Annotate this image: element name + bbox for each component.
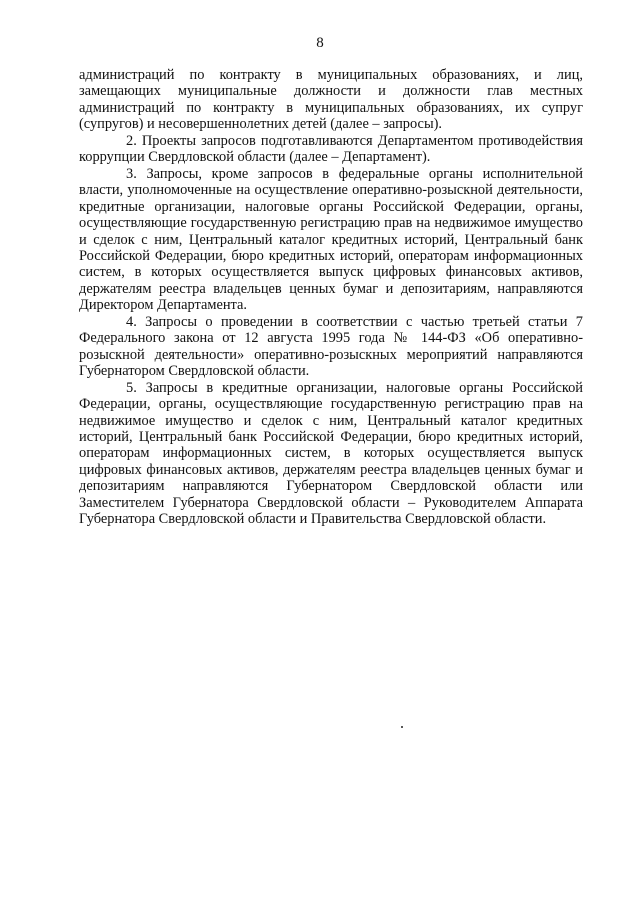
paragraph-2: 2. Проекты запросов подготавливаются Департаментом противодействия коррупции Свердловской области (далее – Департамент).	[79, 132, 583, 166]
paragraph-continuation: администраций по контракту в муниципальных образованиях, и лиц, замещающих муниципальные должности и должности глав местных администраций по контракту в муниципальных образованиях, их супруг (супругов) и несовершеннолетних детей (далее – запросы).	[79, 67, 583, 133]
paragraph-3: 3. Запросы, кроме запросов в федеральные органы исполнительной власти, уполномоченные на осуществление оперативно-розыскной деятельности, кредитные организации, налоговые органы Российской Федерации, органы, осуществляющие государственную регистрацию прав на недвижимое имущество и сделок с ним, Центральный каталог кредитных историй, Центральный банк Российской Федерации, бюро кредитных историй, операторам информационных систем, в которых осуществляется выпуск цифровых финансовых активов, держателям реестра владельцев ценных бумаг и депозитариям, направляются Директором Департамента.	[79, 165, 583, 314]
document-body	[79, 67, 583, 528]
scan-dot-mark	[401, 726, 403, 728]
paragraph-5: 5. Запросы в кредитные организации, налоговые органы Российской Федерации, органы, осуществляющие государственную регистрацию прав на недвижимое имущество и сделок с ним, Центральный каталог кредитных историй, Центральный банк Российской Федерации, бюро кредитных историй, операторам информационных систем, в которых осуществляется выпуск цифровых финансовых активов, держателям реестра владельцев ценных бумаг и депозитариям направляются Губернатором Свердловской области или Заместителем Губернатора Свердловской области – Руководителем Аппарата Губернатора Свердловской области и Правительства Свердловской области.	[79, 379, 583, 528]
paragraph-4: 4. Запросы о проведении в соответствии с частью третьей статьи 7 Федерального закона от 12 августа 1995 года № 144-ФЗ «Об оперативно-розыскной деятельности» оперативно-розыскных мероприятий направляются Губернатором Свердловской области.	[79, 313, 583, 380]
page-number: 8	[316, 35, 324, 51]
